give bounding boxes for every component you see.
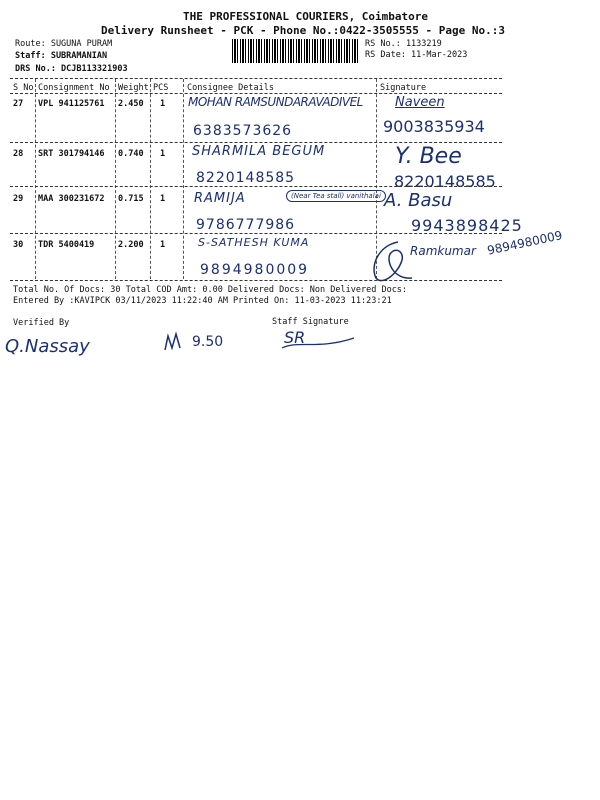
handwritten-name: S-SATHESH KUMA <box>198 236 310 249</box>
col-header-signature: Signature <box>380 83 427 93</box>
row-divider <box>10 233 502 234</box>
table-bottom-divider <box>10 280 502 281</box>
col-sep <box>183 79 184 279</box>
row-pcs: 1 <box>160 149 166 159</box>
staff-signature-underline <box>278 336 358 352</box>
row-pcs: 1 <box>160 194 166 204</box>
handwritten-name: MOHAN RAMSUNDARAVADIVEL <box>188 95 363 109</box>
staff-signature: SR <box>284 328 306 347</box>
signature-phone: 8220148585 <box>394 172 496 191</box>
row-divider <box>10 142 502 143</box>
rs-number: RS No.: 1133219 <box>365 39 442 49</box>
row-consignment: SRT 301794146 <box>38 149 105 159</box>
row-pcs: 1 <box>160 240 166 250</box>
handwritten-name: RAMIJA <box>194 191 246 206</box>
row-sno: 29 <box>13 194 24 204</box>
row-sno: 27 <box>13 99 24 109</box>
table-header-divider <box>10 93 502 94</box>
verified-by-label: Verified By <box>13 318 70 328</box>
col-sep <box>35 79 36 279</box>
drs-number: DRS No.: DCJB113321903 <box>15 64 128 74</box>
rs-date: RS Date: 11-Mar-2023 <box>365 50 468 60</box>
totals-line: Total No. Of Docs: 30 Total COD Amt: 0.00 Delivered Docs: Non Delivered Docs: <box>13 285 408 295</box>
col-sep <box>115 79 116 279</box>
handwritten-phone: 9786777986 <box>196 217 296 233</box>
row-sno: 30 <box>13 240 24 250</box>
signature-phone: 9894980009 <box>486 228 564 258</box>
col-header-consignee: Consignee Details <box>187 83 274 93</box>
handwritten-name: SHARMILA BEGUM <box>192 144 326 159</box>
route-label: Route: SUGUNA PURAM <box>15 39 113 49</box>
time-note: 9.50 <box>192 334 224 350</box>
signature-phone: 9943898425 <box>411 216 523 235</box>
row-pcs: 1 <box>160 99 166 109</box>
verified-signature: Q.Nassay <box>5 336 90 357</box>
col-header-pcs: PCS <box>153 83 169 93</box>
row-weight: 2.200 <box>118 240 144 250</box>
row-weight: 0.740 <box>118 149 144 159</box>
signature-phone: 9003835934 <box>383 117 485 136</box>
signature-name: Y. Bee <box>395 144 462 169</box>
row-consignment: MAA 300231672 <box>38 194 105 204</box>
entered-by-line: Entered By :KAVIPCK 03/11/2023 11:22:40 AM Printed On: 11-03-2023 11:23:21 <box>13 296 392 306</box>
row-sno: 28 <box>13 149 24 159</box>
signature-name: Naveen <box>395 95 445 110</box>
handwritten-phone: 6383573626 <box>193 123 293 139</box>
handwritten-note: (Near Tea stall) vanithalai <box>286 190 386 202</box>
row-weight: 0.715 <box>118 194 144 204</box>
handwritten-phone: 8220148585 <box>196 170 296 186</box>
signature-name: Ramkumar <box>410 244 476 258</box>
col-header-consignment: Consignment No <box>38 83 110 93</box>
col-header-sno: S No <box>13 83 34 93</box>
row-consignment: VPL 941125761 <box>38 99 105 109</box>
row-weight: 2.450 <box>118 99 144 109</box>
initials-mark <box>162 328 192 354</box>
staff-label: Staff: SUBRAMANIAN <box>15 51 108 61</box>
row-divider <box>10 186 502 187</box>
signature-name: A. Basu <box>384 190 453 211</box>
barcode-image <box>232 39 360 63</box>
row-consignment: TDR 5400419 <box>38 240 95 250</box>
col-sep <box>150 79 151 279</box>
col-header-weight: Weight <box>118 83 149 93</box>
table-top-divider <box>10 78 502 79</box>
company-title: THE PROFESSIONAL COURIERS, Coimbatore <box>183 10 429 23</box>
staff-signature-label: Staff Signature <box>272 317 349 327</box>
runsheet-title: Delivery Runsheet - PCK - Phone No.:0422-3505555 - Page No.:3 <box>101 24 505 37</box>
handwritten-phone: 9894980009 <box>200 262 310 278</box>
